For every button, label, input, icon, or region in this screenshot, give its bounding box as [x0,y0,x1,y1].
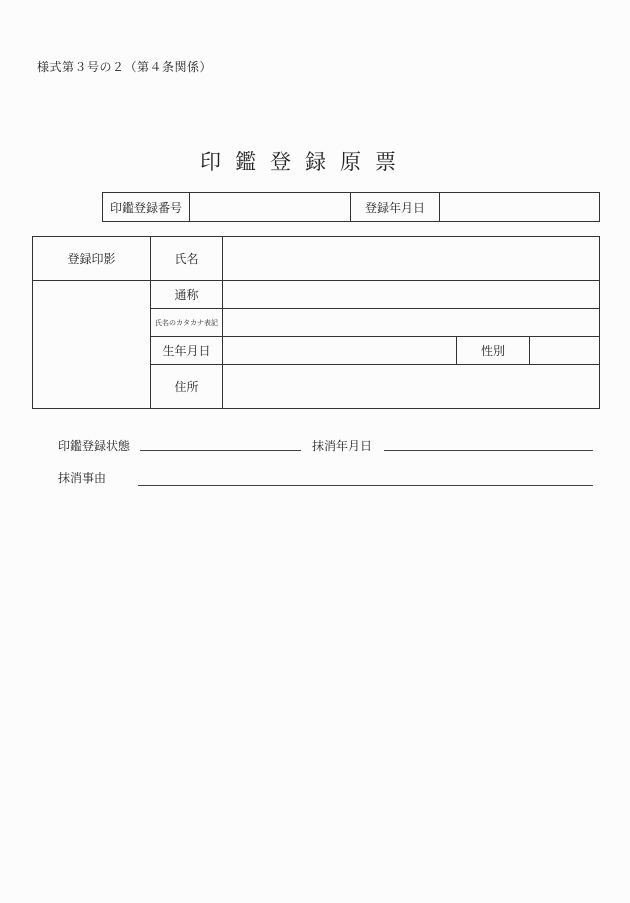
deletion-reason-label: 抹消事由 [58,471,107,485]
seal-status-field[interactable] [140,450,301,451]
form-reference: 様式第３号の２（第４条関係） [37,60,213,74]
gender-field[interactable] [530,337,600,365]
katakana-name-label: 氏名のカタカナ表記 [151,309,223,337]
registration-number-label: 印鑑登録番号 [103,193,190,222]
page-title: 印鑑登録原票 [200,150,410,174]
deletion-reason-field[interactable] [138,485,593,486]
registration-date-field[interactable] [440,193,600,222]
registrant-info-table [32,236,600,409]
registered-seal-impression-area[interactable] [33,281,151,409]
name-field[interactable] [223,237,600,281]
address-field[interactable] [223,365,600,409]
registration-date-label: 登録年月日 [351,193,440,222]
seal-status-label: 印鑑登録状態 [58,439,131,453]
birthdate-label: 生年月日 [151,337,223,365]
birthdate-field[interactable] [223,337,457,365]
registration-number-field[interactable] [190,193,351,222]
gender-label: 性別 [457,337,530,365]
deletion-date-field[interactable] [384,450,593,451]
address-label: 住所 [151,365,223,409]
registration-header-table [102,192,600,222]
alias-field[interactable] [223,281,600,309]
registered-seal-label: 登録印影 [33,237,151,281]
deletion-date-label: 抹消年月日 [312,439,373,453]
name-label: 氏名 [151,237,223,281]
alias-label: 通称 [151,281,223,309]
katakana-name-field[interactable] [223,309,600,337]
